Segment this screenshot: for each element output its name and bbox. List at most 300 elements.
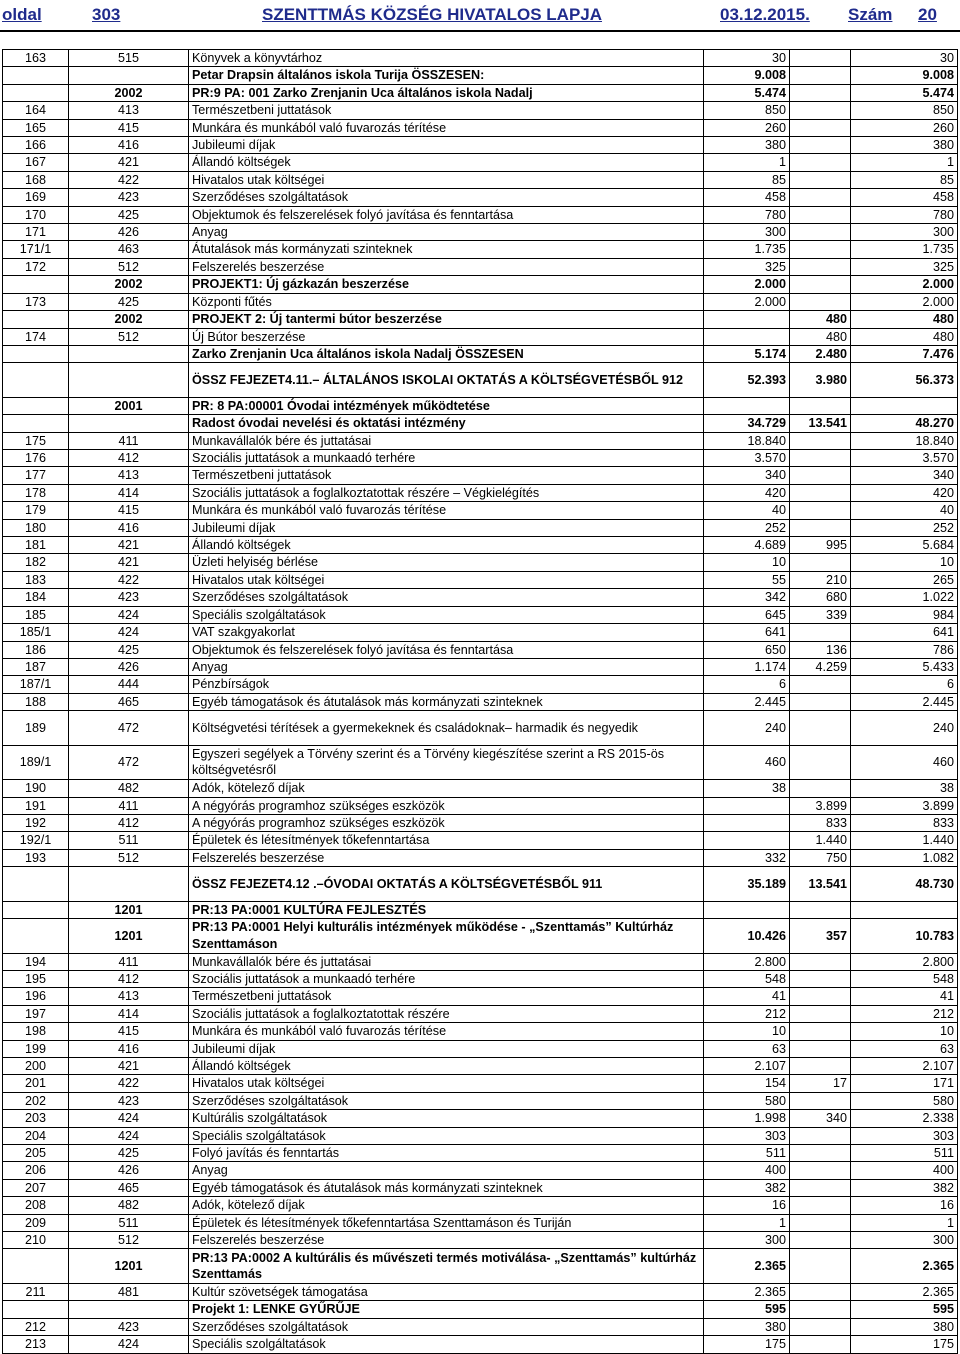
amount-source-1: 511 [704, 1145, 790, 1162]
amount-source-2 [790, 276, 851, 293]
amount-source-2 [790, 224, 851, 241]
row-number: 193 [3, 849, 69, 866]
table-row [3, 84, 958, 101]
amount-source-2 [790, 1127, 851, 1144]
description: Pénzbírságok [189, 676, 704, 693]
amount-total: 265 [851, 571, 958, 588]
table-row [3, 241, 958, 258]
amount-source-2 [790, 988, 851, 1005]
account-code: 425 [69, 1145, 189, 1162]
amount-total: 18.840 [851, 432, 958, 449]
account-code: 2001 [69, 397, 189, 414]
account-code: 413 [69, 467, 189, 484]
account-code: 424 [69, 1336, 189, 1353]
amount-source-2 [790, 901, 851, 918]
row-number [3, 415, 69, 432]
row-number [3, 276, 69, 293]
description: Új Bútor beszerzése [189, 328, 704, 345]
description: Jubileumi díjak [189, 519, 704, 536]
table-row [3, 1005, 958, 1022]
description: Szociális juttatások a munkaadó terhére [189, 970, 704, 987]
description: Munkavállalók bére és juttatásai [189, 432, 704, 449]
description: Szerződéses szolgáltatások [189, 189, 704, 206]
row-number: 172 [3, 258, 69, 275]
account-code: 416 [69, 1040, 189, 1057]
account-code: 444 [69, 676, 189, 693]
table-row [3, 1318, 958, 1335]
description: Költségvetési térítések a gyermekeknek és családoknak– harmadik és negyedik [189, 711, 704, 746]
amount-source-1: 154 [704, 1075, 790, 1092]
publication-title: SZENTTMÁS KÖZSÉG HIVATALOS LAPJA [262, 5, 603, 24]
amount-source-1: 240 [704, 711, 790, 746]
description: Állandó költségek [189, 1058, 704, 1075]
amount-source-1 [704, 328, 790, 345]
amount-source-1: 85 [704, 171, 790, 188]
amount-source-2: 480 [790, 311, 851, 328]
account-code: 412 [69, 450, 189, 467]
row-number: 174 [3, 328, 69, 345]
table-row [3, 432, 958, 449]
amount-total: 5.474 [851, 84, 958, 101]
amount-source-2 [790, 1040, 851, 1057]
amount-source-1: 41 [704, 988, 790, 1005]
amount-source-2 [790, 1336, 851, 1353]
amount-source-2 [790, 171, 851, 188]
row-number: 166 [3, 137, 69, 154]
amount-source-1: 16 [704, 1197, 790, 1214]
amount-source-2 [790, 693, 851, 710]
table-row [3, 224, 958, 241]
description: PR:13 PA:0001 Helyi kulturális intézmények működése - „Szenttamás” Kultúrház Szenttamáson [189, 919, 704, 954]
amount-source-1: 2.107 [704, 1058, 790, 1075]
row-number: 163 [3, 50, 69, 67]
amount-total: 56.373 [851, 363, 958, 398]
account-code [69, 415, 189, 432]
row-number [3, 901, 69, 918]
amount-source-2: 750 [790, 849, 851, 866]
description: Anyag [189, 658, 704, 675]
amount-total: 5.433 [851, 658, 958, 675]
amount-source-2 [790, 450, 851, 467]
amount-source-1: 325 [704, 258, 790, 275]
amount-source-2: 2.480 [790, 345, 851, 362]
amount-source-1: 300 [704, 224, 790, 241]
table-row [3, 988, 958, 1005]
table-row [3, 1301, 958, 1318]
table-row [3, 519, 958, 536]
amount-total: 400 [851, 1162, 958, 1179]
amount-total: 786 [851, 641, 958, 658]
amount-source-1: 342 [704, 589, 790, 606]
amount-source-2 [790, 241, 851, 258]
account-code: 425 [69, 206, 189, 223]
issue-label: Szám [848, 5, 893, 24]
description: Természetbeni juttatások [189, 988, 704, 1005]
description: Átutalások más kormányzati szinteknek [189, 241, 704, 258]
table-row [3, 1336, 958, 1353]
amount-source-1: 548 [704, 970, 790, 987]
description: Radost óvodai nevelési és oktatási intézmény [189, 415, 704, 432]
amount-source-2 [790, 1214, 851, 1231]
amount-source-2 [790, 467, 851, 484]
account-code: 421 [69, 154, 189, 171]
row-number: 208 [3, 1197, 69, 1214]
amount-total: 2.445 [851, 693, 958, 710]
amount-source-1: 52.393 [704, 363, 790, 398]
description: Jubileumi díjak [189, 137, 704, 154]
table-row [3, 1232, 958, 1249]
amount-source-1: 645 [704, 606, 790, 623]
amount-source-1: 400 [704, 1162, 790, 1179]
row-number: 201 [3, 1075, 69, 1092]
table-row [3, 1023, 958, 1040]
row-number: 198 [3, 1023, 69, 1040]
description: Munkavállalók bére és juttatásai [189, 953, 704, 970]
row-number: 167 [3, 154, 69, 171]
amount-source-2: 13.541 [790, 867, 851, 902]
row-number [3, 397, 69, 414]
description: Adók, kötelező díjak [189, 1197, 704, 1214]
account-code: 414 [69, 1005, 189, 1022]
amount-total: 580 [851, 1092, 958, 1109]
amount-source-1: 63 [704, 1040, 790, 1057]
amount-total: 16 [851, 1197, 958, 1214]
table-row [3, 311, 958, 328]
account-code [69, 345, 189, 362]
amount-total: 1.082 [851, 849, 958, 866]
amount-total: 48.270 [851, 415, 958, 432]
amount-total: 9.008 [851, 67, 958, 84]
amount-source-2: 3.899 [790, 797, 851, 814]
table-row [3, 589, 958, 606]
table-row [3, 571, 958, 588]
description: Egyéb támogatások és átutalások más kormányzati szinteknek [189, 693, 704, 710]
amount-source-2: 680 [790, 589, 851, 606]
amount-source-2 [790, 1092, 851, 1109]
table-row [3, 970, 958, 987]
amount-source-2 [790, 206, 851, 223]
description: Épületek és létesítmények tőkefenntartása Szenttamáson és Turiján [189, 1214, 704, 1231]
table-row [3, 119, 958, 136]
table-row [3, 641, 958, 658]
row-number: 184 [3, 589, 69, 606]
table-row [3, 676, 958, 693]
row-number: 183 [3, 571, 69, 588]
description: PR:13 PA:0002 A kultúrális és művészeti termés motiválása- „Szenttamás” kultúrház Szenttamás [189, 1249, 704, 1284]
account-code: 411 [69, 432, 189, 449]
amount-source-1: 4.689 [704, 537, 790, 554]
row-number: 180 [3, 519, 69, 536]
description: Kultúr szövetségek támogatása [189, 1283, 704, 1300]
amount-source-1: 2.000 [704, 276, 790, 293]
amount-source-2 [790, 519, 851, 536]
table-row [3, 814, 958, 831]
table-row [3, 363, 958, 398]
amount-source-2: 339 [790, 606, 851, 623]
account-code: 414 [69, 484, 189, 501]
account-code [69, 67, 189, 84]
row-number: 207 [3, 1179, 69, 1196]
amount-source-1: 1.174 [704, 658, 790, 675]
amount-source-2: 4.259 [790, 658, 851, 675]
table-row [3, 624, 958, 641]
amount-source-2: 13.541 [790, 415, 851, 432]
amount-source-1: 34.729 [704, 415, 790, 432]
amount-total: 458 [851, 189, 958, 206]
description: Szerződéses szolgáltatások [189, 589, 704, 606]
row-number [3, 867, 69, 902]
amount-total: 10.783 [851, 919, 958, 954]
description: PR: 8 PA:00001 Óvodai intézmények működtetése [189, 397, 704, 414]
amount-total: 7.476 [851, 345, 958, 362]
amount-source-1: 9.008 [704, 67, 790, 84]
amount-source-1: 2.445 [704, 693, 790, 710]
amount-source-1: 2.000 [704, 293, 790, 310]
description: Adók, kötelező díjak [189, 780, 704, 797]
row-number: 176 [3, 450, 69, 467]
description: Szociális juttatások a foglalkoztatottak részére – Végkielégítés [189, 484, 704, 501]
table-row [3, 901, 958, 918]
description: Egyéb támogatások és átutalások más kormányzati szinteknek [189, 1179, 704, 1196]
row-number: 170 [3, 206, 69, 223]
amount-source-2 [790, 1058, 851, 1075]
table-row [3, 1058, 958, 1075]
amount-source-2: 1.440 [790, 832, 851, 849]
table-row [3, 1249, 958, 1284]
description: Felszerelés beszerzése [189, 258, 704, 275]
amount-source-1: 580 [704, 1092, 790, 1109]
row-number: 189/1 [3, 745, 69, 780]
amount-source-1 [704, 397, 790, 414]
table-row [3, 1214, 958, 1231]
row-number: 178 [3, 484, 69, 501]
row-number: 196 [3, 988, 69, 1005]
account-code: 472 [69, 745, 189, 780]
amount-source-1: 303 [704, 1127, 790, 1144]
amount-source-2: 3.980 [790, 363, 851, 398]
account-code: 425 [69, 641, 189, 658]
table-row [3, 953, 958, 970]
account-code: 424 [69, 606, 189, 623]
account-code: 415 [69, 119, 189, 136]
amount-source-2 [790, 1179, 851, 1196]
amount-source-2 [790, 1197, 851, 1214]
row-number: 188 [3, 693, 69, 710]
row-number: 190 [3, 780, 69, 797]
account-code: 426 [69, 1162, 189, 1179]
amount-total: 63 [851, 1040, 958, 1057]
table-row [3, 397, 958, 414]
amount-total: 2.365 [851, 1249, 958, 1284]
amount-source-1 [704, 311, 790, 328]
row-number: 189 [3, 711, 69, 746]
description: Munkára és munkából való fuvarozás térítése [189, 502, 704, 519]
amount-source-2 [790, 1283, 851, 1300]
amount-source-1 [704, 797, 790, 814]
amount-total: 38 [851, 780, 958, 797]
amount-total: 300 [851, 224, 958, 241]
amount-total: 380 [851, 1318, 958, 1335]
description: Jubileumi díjak [189, 1040, 704, 1057]
table-row [3, 171, 958, 188]
amount-total: 1.022 [851, 589, 958, 606]
amount-source-1: 1 [704, 154, 790, 171]
account-code: 481 [69, 1283, 189, 1300]
table-row [3, 832, 958, 849]
amount-total: 420 [851, 484, 958, 501]
amount-total: 2.338 [851, 1110, 958, 1127]
page-number: 303 [92, 5, 121, 24]
amount-source-1: 641 [704, 624, 790, 641]
account-code: 482 [69, 1197, 189, 1214]
amount-total: 2.000 [851, 293, 958, 310]
amount-total: 340 [851, 467, 958, 484]
amount-source-1: 340 [704, 467, 790, 484]
table-row [3, 1040, 958, 1057]
account-code: 411 [69, 953, 189, 970]
amount-source-2 [790, 554, 851, 571]
account-code: 421 [69, 537, 189, 554]
amount-source-1: 595 [704, 1301, 790, 1318]
amount-source-1: 3.570 [704, 450, 790, 467]
description: Központi fűtés [189, 293, 704, 310]
amount-source-2 [790, 1249, 851, 1284]
amount-source-1: 5.174 [704, 345, 790, 362]
account-code: 424 [69, 1127, 189, 1144]
account-code: 416 [69, 137, 189, 154]
amount-source-2 [790, 293, 851, 310]
description: PROJEKT1: Új gázkazán beszerzése [189, 276, 704, 293]
amount-total: 10 [851, 554, 958, 571]
row-number: 187 [3, 658, 69, 675]
description: Szerződéses szolgáltatások [189, 1092, 704, 1109]
description: VAT szakgyakorlat [189, 624, 704, 641]
amount-source-1: 458 [704, 189, 790, 206]
row-number [3, 919, 69, 954]
amount-source-2: 210 [790, 571, 851, 588]
table-row [3, 415, 958, 432]
amount-total: 984 [851, 606, 958, 623]
row-number: 206 [3, 1162, 69, 1179]
amount-total: 240 [851, 711, 958, 746]
account-code: 423 [69, 589, 189, 606]
description: Természetbeni juttatások [189, 467, 704, 484]
row-number: 177 [3, 467, 69, 484]
amount-total: 175 [851, 1336, 958, 1353]
row-number: 185/1 [3, 624, 69, 641]
amount-source-2 [790, 1232, 851, 1249]
page-header [0, 0, 960, 32]
row-number [3, 1301, 69, 1318]
account-code [69, 363, 189, 398]
amount-source-1: 30 [704, 50, 790, 67]
account-code: 463 [69, 241, 189, 258]
table-row [3, 276, 958, 293]
amount-total: 48.730 [851, 867, 958, 902]
table-row [3, 293, 958, 310]
row-number: 173 [3, 293, 69, 310]
account-code: 421 [69, 554, 189, 571]
amount-total: 300 [851, 1232, 958, 1249]
account-code: 512 [69, 849, 189, 866]
amount-total: 382 [851, 1179, 958, 1196]
row-number: 202 [3, 1092, 69, 1109]
table-row [3, 606, 958, 623]
account-code: 512 [69, 328, 189, 345]
amount-source-2 [790, 137, 851, 154]
description: Felszerelés beszerzése [189, 1232, 704, 1249]
amount-total: 595 [851, 1301, 958, 1318]
amount-source-2 [790, 502, 851, 519]
table-row [3, 693, 958, 710]
amount-source-1: 5.474 [704, 84, 790, 101]
amount-source-2 [790, 1023, 851, 1040]
description: Üzleti helyiség bérlése [189, 554, 704, 571]
description: A négyórás programhoz szükséges eszközök [189, 797, 704, 814]
row-number: 169 [3, 189, 69, 206]
amount-source-2 [790, 484, 851, 501]
amount-source-2: 136 [790, 641, 851, 658]
amount-total: 380 [851, 137, 958, 154]
row-number: 209 [3, 1214, 69, 1231]
description: Kultúrális szolgáltatások [189, 1110, 704, 1127]
amount-source-1 [704, 901, 790, 918]
row-number: 195 [3, 970, 69, 987]
row-number: 197 [3, 1005, 69, 1022]
table-row [3, 206, 958, 223]
row-number: 187/1 [3, 676, 69, 693]
description: Szociális juttatások a munkaadó terhére [189, 450, 704, 467]
amount-total: 3.570 [851, 450, 958, 467]
row-number: 186 [3, 641, 69, 658]
description: Zarko Zrenjanin Uca általános iskola Nadalj ÖSSZESEN [189, 345, 704, 362]
row-number: 171/1 [3, 241, 69, 258]
account-code: 416 [69, 519, 189, 536]
row-number [3, 1249, 69, 1284]
amount-source-1: 6 [704, 676, 790, 693]
amount-source-1 [704, 832, 790, 849]
amount-source-1 [704, 814, 790, 831]
amount-total: 2.365 [851, 1283, 958, 1300]
amount-source-2 [790, 397, 851, 414]
row-number: 165 [3, 119, 69, 136]
description: Petar Drapsin általános iskola Turija ÖSSZESEN: [189, 67, 704, 84]
amount-source-1: 650 [704, 641, 790, 658]
amount-source-2 [790, 119, 851, 136]
description: ÖSSZ FEJEZET4.12 .–ÓVODAI OKTATÁS A KÖLTSÉGVETÉSBŐL 911 [189, 867, 704, 902]
description: Objektumok és felszerelések folyó javítása és fenntartása [189, 641, 704, 658]
account-code: 422 [69, 1075, 189, 1092]
amount-source-2 [790, 676, 851, 693]
amount-source-1: 300 [704, 1232, 790, 1249]
table-row [3, 345, 958, 362]
amount-source-2 [790, 1162, 851, 1179]
row-number [3, 345, 69, 362]
amount-total: 480 [851, 311, 958, 328]
table-row [3, 780, 958, 797]
account-code: 423 [69, 189, 189, 206]
amount-total: 303 [851, 1127, 958, 1144]
amount-total: 1.735 [851, 241, 958, 258]
account-code: 426 [69, 224, 189, 241]
row-number: 185 [3, 606, 69, 623]
amount-source-2 [790, 745, 851, 780]
amount-source-2: 340 [790, 1110, 851, 1127]
account-code: 1201 [69, 919, 189, 954]
account-code: 1201 [69, 1249, 189, 1284]
description: Állandó költségek [189, 154, 704, 171]
amount-source-1: 260 [704, 119, 790, 136]
